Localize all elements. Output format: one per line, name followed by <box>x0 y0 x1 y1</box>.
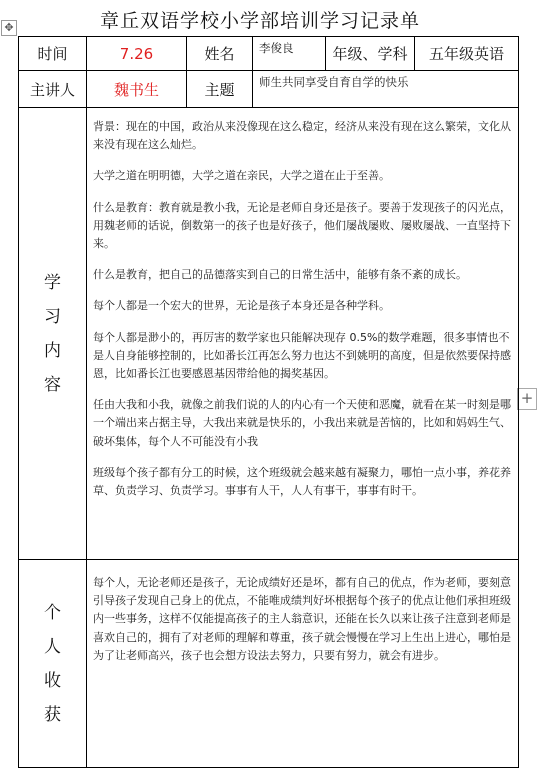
grade-label: 年级、学科 <box>326 37 415 71</box>
table-row <box>19 560 519 768</box>
record-table <box>18 36 519 768</box>
table-row <box>19 108 519 560</box>
topic-value[interactable]: 师生共同享受自育自学的快乐 <box>253 71 519 108</box>
gain-paragraph: 每个人，无论老师还是孩子，无论成绩好还是坏，都有自己的优点，作为老师，要刻意引导孩子发现自己身上的优点，不能唯成绩判好坏根据每个孩子的优点让他们承担班级内一些事务，这样不仅能提高孩子的主人翁意识，还能在长久以来让孩子注意到老师是喜欢自己的，拥有了对老师的理解和尊重，孩子就会慢慢在学习上生出上进心，哪怕是为了让老师高兴，孩子也会想方设法去努力，只要有努力，就会有进步。 <box>93 576 511 662</box>
add-column-icon[interactable]: + <box>517 388 537 410</box>
study-paragraph: 什么是教育，把自己的品德落实到自己的日常生活中，能够有条不紊的成长。 <box>93 268 467 282</box>
study-paragraph: 什么是教育：教育就是教小我，无论是老师自身还是孩子。要善于发现孩子的闪光点，用魏老师的话说，倒数第一的孩子也是好孩子，他们屡战屡败、屡败屡战、一直坚持下来。 <box>93 200 511 251</box>
personal-gain-body[interactable] <box>87 560 519 768</box>
study-paragraph: 班级每个孩子都有分工的时候，这个班级就会越来越有凝聚力，哪怕一点小事，养花养草、负责学习、负责学习。事事有人干，人人有事干，事事有时干。 <box>93 465 511 498</box>
speaker-label: 主讲人 <box>19 71 87 108</box>
study-paragraph: 每个人都是一个宏大的世界，无论是孩子本身还是各种学科。 <box>93 299 390 313</box>
table-row <box>19 71 519 108</box>
name-value[interactable]: 李俊良 <box>253 37 326 71</box>
study-paragraph: 任由大我和小我，就像之前我们说的人的内心有一个天使和恶魔，就看在某一时刻是哪一个端出来占据主导，大我出来就是快乐的，小我出来就是苦恼的，比如和妈妈生气、破坏集体，每个人不可能没有小我 <box>93 398 511 448</box>
study-content-label: 学 习 内 容 <box>19 108 87 560</box>
table-row <box>19 37 519 71</box>
study-paragraph: 背景：现在的中国，政治从来没像现在这么稳定，经济从来没有现在这么繁荣，文化从来没有现在这么灿烂。 <box>93 120 511 152</box>
page-title: 章丘双语学校小学部培训学习记录单 <box>99 10 420 32</box>
table-move-handle-icon[interactable]: ✥ <box>1 20 17 36</box>
study-paragraph: 每个人都是渺小的，再厉害的数学家也只能解决现存 0.5%的数学难题，很多事情也不是人自身能够控制的，比如番长江再怎么努力也达不到姚明的高度，但是依然要保持感恩，比如番长江也要感恩基因带给他的揭奖基因。 <box>93 330 511 381</box>
name-label: 姓名 <box>187 37 253 71</box>
time-label: 时间 <box>19 37 87 71</box>
study-content-body[interactable] <box>87 108 519 560</box>
study-paragraph: 大学之道在明明德，大学之道在亲民，大学之道在止于至善。 <box>93 169 390 183</box>
speaker-value[interactable]: 魏书生 <box>87 71 187 108</box>
time-value[interactable]: 7.26 <box>87 37 187 71</box>
topic-label: 主题 <box>187 71 253 108</box>
grade-value[interactable]: 五年级英语 <box>415 37 519 71</box>
personal-gain-label: 个 人 收 获 <box>19 560 87 768</box>
